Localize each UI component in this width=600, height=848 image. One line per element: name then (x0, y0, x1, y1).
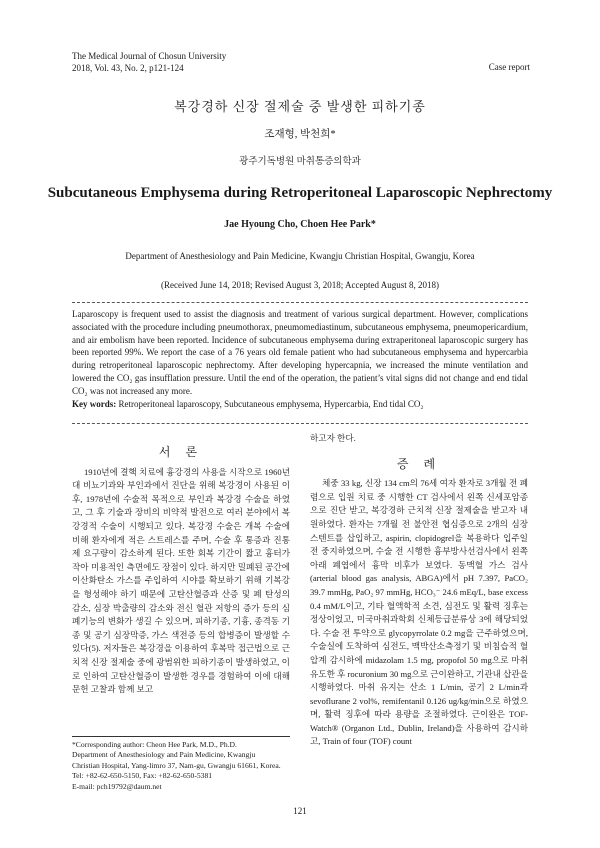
right-column (310, 432, 528, 749)
journal-volume: 2018, Vol. 43, No. 2, p121-124 (72, 63, 184, 73)
abstract-top-divider (72, 302, 528, 303)
intro-heading: 서 론 (158, 445, 204, 459)
korean-affiliation: 광주기독병원 마취통증의학과 (239, 157, 361, 167)
keywords-text: Retroperitoneal laparoscopy, Subcutaneous emphysema, Hypercarbia, End tidal CO₂ (118, 398, 424, 409)
abstract-text: Laparoscopy is frequent used to assist the diagnosis and treatment of various surgical department. However, complications associated with the procedure including pneumothorax, pneumomediastinum, subcutaneous emphysema, pneumopericardium, and air embolism have been reported. Incidence of subcutaneous emphysema during extraperitoneal laparoscopic surgery has been reported 99%. We report the case of a 76 years old female patient who had subcutaneous emphysema and hypercarbia during retroperitoneal laparoscopic nephrectomy. After developing hypercapnia, we increased the minute ventilation and lowered the CO₂ gas insufflation pressure. Until the end of the operation, the patient’s vital signs did not change and end tidal CO₂ was not increased any more. (72, 309, 528, 396)
intro-paragraph: 1910년에 결핵 치료에 흉강경의 사용을 시작으로 1960년대 비뇨기과와 부인과에서 진단을 위해 복강경이 사용된 이후, 1978년에 수술적 목적으로 부인과 복강경 수술을 하였고, 그 후 기술과 장비의 비약적 발전으로 여러 분야에서 복강경적 수술이 시행되고 있다. 복강경 수술은 개복 수술에 비해 환자에게 적은 스트레스를 주며, 수술 후 통증과 진통제 요구량이 감소하게 된다. 또한 회복 기간이 짧고 흉터가 작아 미용적인 측면에도 장점이 있다. 하지만 밀폐된 공간에 이산화탄소 가스를 주입하여 시야를 확보하기 위해 기복강을 형성해야 하기 때문에 고탄산혈증과 산증 및 폐 탄성의 감소, 심장 박출량의 감소와 전신 혈관 저항의 증가 등의 심폐기능의 변화가 생길 수 있으며, 피하기종, 기흉, 종격동 기종 및 공기 심장막증, 가스 색전증 등의 합병증이 발생할 수 있다(5). 저자들은 복강경을 이용하여 후복막 접근법으로 근치적 신장 절제술 중에 광범위한 피하기종이 발생하였고, 이로 인하여 고탄산혈증이 발생한 경우를 경험하여 이에 대해 문헌 고찰과 함께 보고 (72, 466, 290, 695)
case-heading: 증 례 (396, 456, 442, 471)
intro-continued: 하고자 한다. (310, 433, 356, 443)
abstract (72, 308, 528, 410)
abstract-bottom-divider (72, 423, 528, 424)
footnote-line: Christian Hospital, Yang-limro 37, Nam-gu, Gwangju 61661, Korea. (72, 760, 281, 770)
journal-citation (72, 50, 226, 74)
left-column (72, 446, 290, 697)
received-dates: (Received June 14, 2018; Revised August 3, 2018; Accepted August 8, 2018) (161, 280, 439, 290)
english-affiliation: Department of Anesthesiology and Pain Medicine, Kwangju Christian Hospital, Gwangju, Korea (125, 251, 475, 261)
footnote-line: Tel: +82-62-650-5150, Fax: +82-62-650-5381 (72, 771, 213, 781)
korean-title: 복강경하 신장 절제술 중 발생한 피하기종 (174, 99, 426, 114)
keywords-label: Key words: (72, 398, 117, 409)
english-authors: Jae Hyoung Cho, Choen Hee Park* (224, 219, 376, 230)
footnote-line: *Corresponding author: Cheon Hee Park, M.D., Ph.D. (72, 740, 237, 749)
korean-authors: 조재형, 박천희* (264, 129, 336, 140)
keywords (72, 398, 528, 411)
footnote-line: Department of Anesthesiology and Pain Medicine, Kwangju (72, 750, 256, 760)
corresponding-author-footnote (72, 740, 302, 792)
english-title: Subcutaneous Emphysema during Retroperitoneal Laparoscopic Nephrectomy (47, 185, 553, 201)
page-number: 121 (293, 806, 307, 816)
case-paragraph: 체중 33 kg, 신장 134 cm의 76세 여자 환자로 3개월 전 폐렴으로 입원 치료 중 시행한 CT 검사에서 왼쪽 신세포암종으로 진단 받고, 복강경하 근치적 신장 절제술을 받고자 내원하였다. 환자는 7개월 전 불안전 협심증으로 2개의 심장 스텐트를 삽입하고, aspirin, clopidogrel을 복용하다 입주일 전 중지하였으며, 수술 전 시행한 흉부방사선검사에서 왼쪽 아래 폐엽에서 흉막 비후가 보였다. 동맥혈 가스 검사(arterial blood gas analysis, ABGA)에서 pH 7.397, PaCO₂ 39.7 mmHg, PaO₂ 97 mmHg, HCO₃⁻ 24.6 mEq/L, base excess 0.4 mM/L이고, 기타 혈액학적 소견, 심전도 및 활력 징후는 정상이었고, 미국마취과학회 신체등급분류상 3에 해당되었다. 수술 전 투약으로 glycopyrrolate 0.2 mg을 근주하였으며, 수술실에 도착하여 심전도, 맥박산소측정기 및 비침습적 혈압계 감시하에 midazolam 1.5 mg, propofol 50 mg으로 마취유도한 후 rocuronium 30 mg으로 근이완하고, 기관내 삽관을 시행하였다. 마취 유지는 산소 1 L/min, 공기 2 L/min과 sevoflurane 2 vol%, remifentanil 0.126 ug/kg/min으로 하였으며, 활력 징후에 따라 용량을 조절하였다. 근이완은 TOF-Watch® (Organon Ltd., Dublin, Ireland)을 사용하여 감시하고, Train of four (TOF) count (310, 478, 528, 747)
journal-name: The Medical Journal of Chosun University (72, 51, 227, 61)
footnote-divider (72, 736, 290, 737)
article-type: Case report (488, 62, 530, 72)
footnote-email: E-mail: pch19792@daum.net (72, 781, 162, 791)
